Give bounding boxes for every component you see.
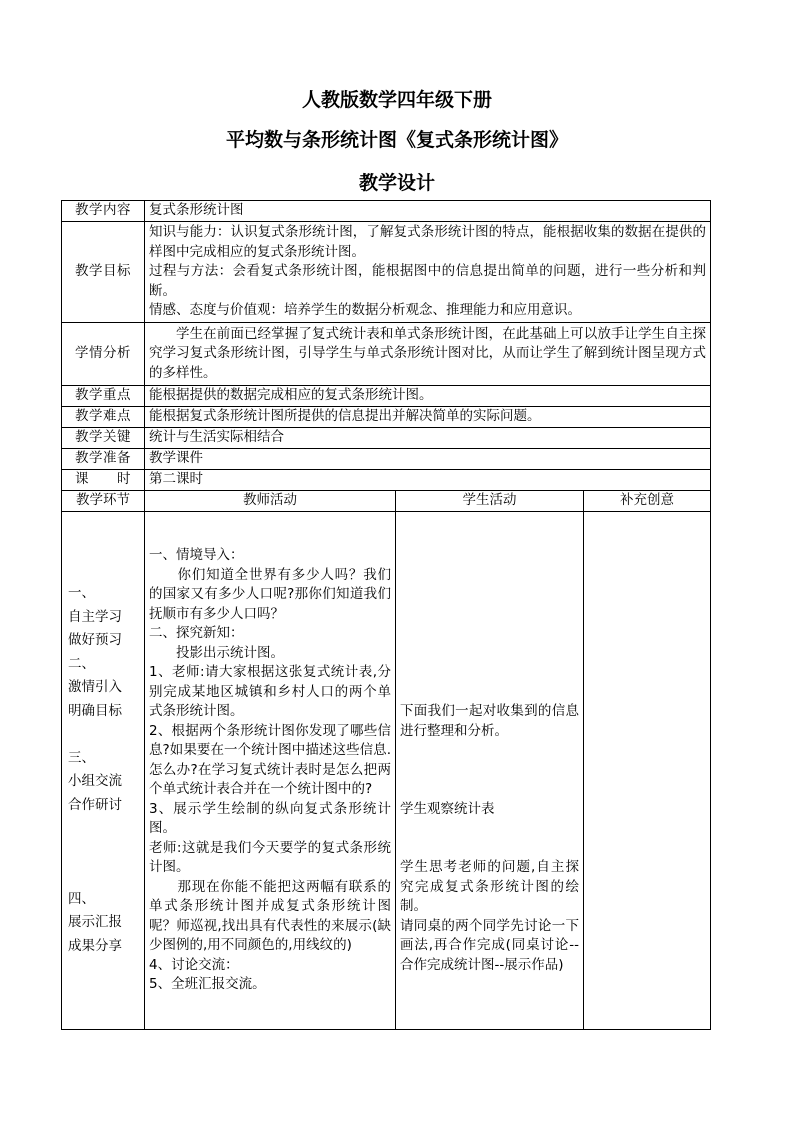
teacher-activities: 一、情境导入： 你们知道全世界有多少人吗？我们的国家又有多少人口呢?那你们知道我们抚顺市有多少人口吗？ 二、探究新知： 投影出示统计图。 1、老师:请大家根据这张复式统计表,分别完成某地区城镇和乡村人口的两个单式条形统计图。 2、根据两个条形统计图你发现了哪些信息?如果要在一个统计图中描述这些信息.怎么办?在学习复式统计表时是怎么把两个单式统计表合并在一个统计图中的? 3、展示学生绘制的纵向复式条形统计图。 老师:这就是我们今天要学的复式条形统计图。 那现在你能不能把这两幅有联系的单式条形统计图并成复式条形统计图呢？师巡视,找出具有代表性的来展示(缺少图例的,用不同颜色的,用线纹的) 4、讨论交流： 5、全班汇报交流。 (145, 511, 396, 1029)
label-goals: 教学目标 (62, 222, 145, 323)
row-prep (62, 449, 711, 470)
student-activities: 下面我们一起对收集到的信息进行整理和分析。 学生观察统计表 学生思考老师的问题,自主探究完成复式条形统计图的绘制。 请同桌的两个同学先讨论一下画法,再合作完成(同桌讨论--合作完成统计图--展示作品) (396, 511, 584, 1029)
value-period: 第二课时 (145, 470, 711, 491)
row-key (62, 386, 711, 407)
document-heading: 教学设计 (358, 172, 435, 194)
process-body-row (62, 511, 711, 1029)
value-content: 复式条形统计图 (145, 201, 711, 222)
header-student: 学生活动 (396, 491, 584, 512)
label-crux: 教学关键 (62, 428, 145, 449)
row-period (62, 470, 711, 491)
value-key: 能根据提供的数据完成相应的复式条形统计图。 (145, 386, 711, 407)
goal-knowledge: 知识与能力：认识复式条形统计图，了解复式条形统计图的特点，能根据收集的数据在提供的样图中完成相应的复式条形统计图。 (149, 224, 706, 260)
value-analysis: 学生在前面已经掌握了复式统计表和单式条形统计图，在此基础上可以放手让学生自主探究学习复式条形统计图，引导学生与单式条形统计图对比，从而让学生了解到统计图呈现方式的多样性。 (145, 322, 711, 386)
label-prep: 教学准备 (62, 449, 145, 470)
label-period: 课 时 (62, 470, 145, 491)
process-header-row (62, 491, 711, 512)
row-goals (62, 222, 711, 323)
stage-column: 一、 自主学习 做好预习 二、 激情引入 明确目标 三、 小组交流 合作研讨 四、 展示汇报 成果分享 (62, 511, 145, 1029)
document-subtitle: 平均数与条形统计图《复式条形统计图》 (225, 129, 568, 151)
goal-attitude: 情感、态度与价值观：培养学生的数据分析观念、推理能力和应用意识。 (149, 302, 581, 318)
label-key: 教学重点 (62, 386, 145, 407)
header-teacher: 教师活动 (145, 491, 396, 512)
header-extra: 补充创意 (584, 491, 711, 512)
value-crux: 统计与生活实际相结合 (145, 428, 711, 449)
row-crux (62, 428, 711, 449)
label-difficult: 教学难点 (62, 407, 145, 428)
goal-process: 过程与方法：会看复式条形统计图，能根据图中的信息提出简单的问题，进行一些分析和判断。 (149, 263, 706, 299)
label-content: 教学内容 (62, 201, 145, 222)
row-analysis (62, 322, 711, 386)
row-content (62, 201, 711, 222)
row-difficult (62, 407, 711, 428)
extra-ideas (584, 511, 711, 1029)
header-stage: 教学环节 (62, 491, 145, 512)
value-prep: 教学课件 (145, 449, 711, 470)
lesson-plan-table (61, 200, 711, 1030)
value-difficult: 能根据复式条形统计图所提供的信息提出并解决简单的实际问题。 (145, 407, 711, 428)
value-goals (145, 222, 711, 323)
document-title: 人教版数学四年级下册 (301, 89, 492, 111)
label-analysis: 学情分析 (62, 322, 145, 386)
